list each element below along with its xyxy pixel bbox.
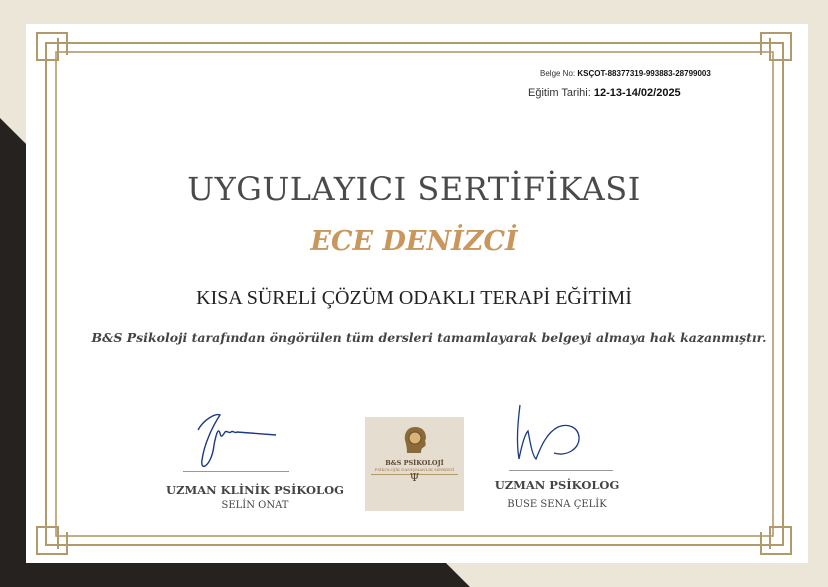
signature-right-name: BUSE SENA ÇELİK — [507, 499, 607, 510]
head-emblem-icon — [401, 425, 429, 455]
document-number — [540, 69, 711, 78]
signature-line-right — [509, 470, 613, 471]
training-date-value: 12-13-14/02/2025 — [593, 87, 681, 99]
company-logo — [365, 417, 464, 511]
document-number-label: Belge No: — [540, 69, 576, 78]
recipient-name: ECE DENİZCİ — [310, 226, 518, 257]
psi-symbol-icon: Ψ — [409, 471, 420, 484]
logo-name: B&S PSİKOLOJİ — [385, 459, 444, 467]
signature-left-title: UZMAN KLİNİK PSİKOLOG — [166, 483, 344, 497]
document-number-value: KSÇOT-88377319-993883-28799003 — [577, 69, 711, 78]
signature-left — [190, 405, 285, 473]
training-date-label: Eğitim Tarihi: — [528, 87, 591, 99]
signature-right — [510, 401, 590, 467]
completion-statement: B&S Psikoloji tarafından öngörülen tüm dersleri tamamlayarak belgeyi almaya hak kazanmıştır. — [91, 330, 767, 345]
signature-right-title: UZMAN PSİKOLOG — [494, 478, 620, 492]
signature-left-name: SELİN ONAT — [221, 500, 289, 511]
signature-line-left — [183, 471, 289, 472]
certificate-title: UYGULAYICI SERTİFİKASI — [187, 170, 641, 208]
course-name: KISA SÜRELİ ÇÖZÜM ODAKLI TERAPİ EĞİTİMİ — [196, 287, 632, 309]
training-date — [528, 87, 681, 99]
logo-subtitle: PSİKOLOJİK DANIŞMANLIK MERKEZİ — [374, 467, 455, 472]
